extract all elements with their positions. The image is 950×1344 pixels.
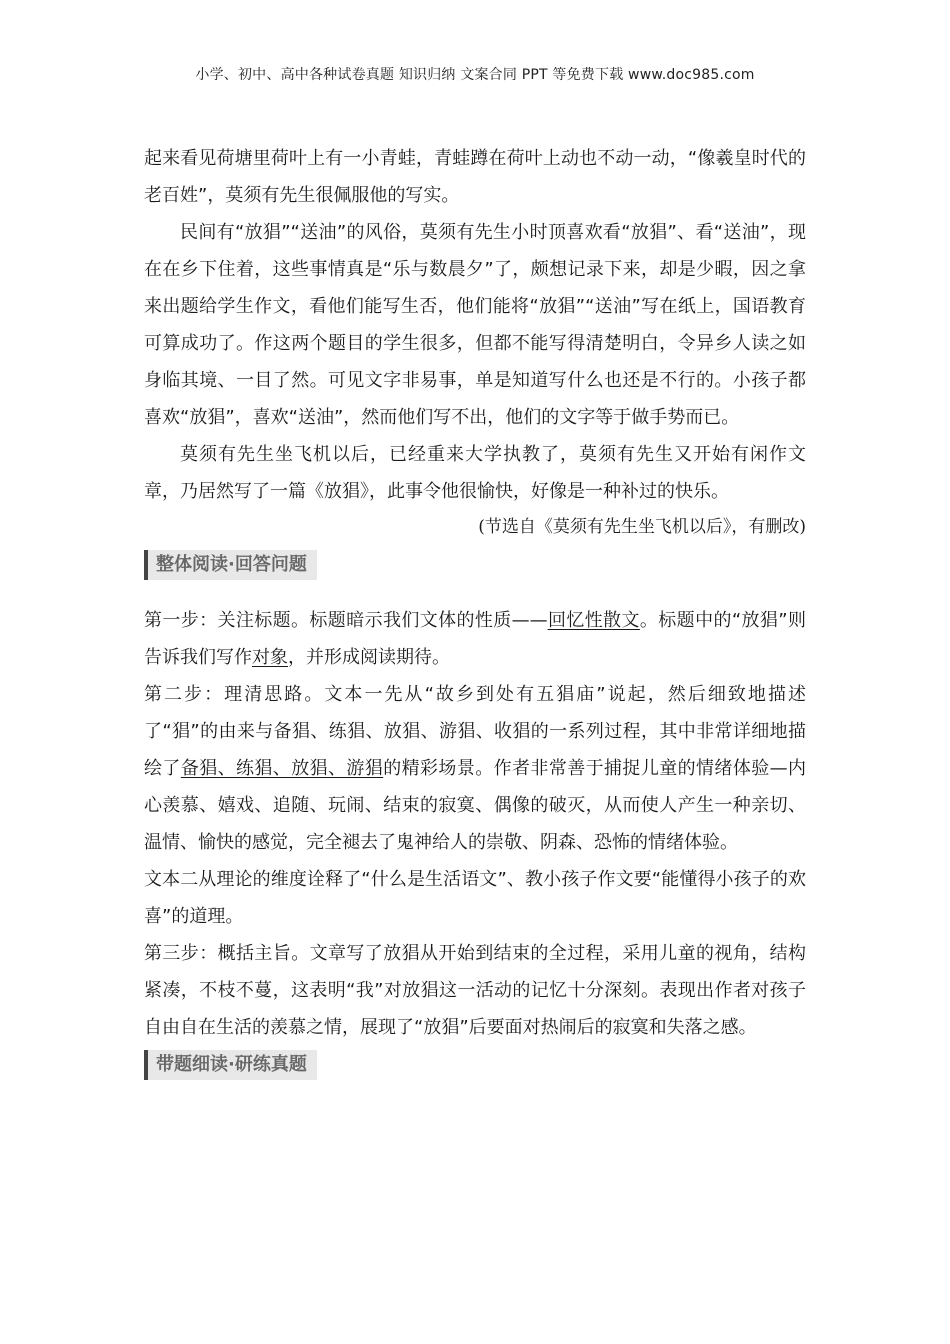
step-one-text-a: 第一步：关注标题。标题暗示我们文体的性质—— [144, 610, 548, 631]
step-one-text-c: ，并形成阅读期待。 [288, 647, 450, 668]
passage-paragraph-1: 起来看见荷塘里荷叶上有一小青蛙，青蛙蹲在荷叶上动也不动一动，“像羲皇时代的老百姓”，莫须有先生很佩服他的写实。 [144, 148, 806, 206]
step-two-underline-scenes: 备猖、练猖、放猖、游猖 [180, 758, 384, 779]
section-heading-overall-reading: 整体阅读·回答问题 [144, 550, 317, 580]
passage-paragraph-2: 民间有“放猖”“送油”的风俗，莫须有先生小时顶喜欢看“放猖”、看“送油”，现在在乡下住着，这些事情真是“乐与数晨夕”了，颇想记录下来，却是少暇，因之拿来出题给学生作文，看他们能写生否，他们能将“放猖”“送油”写在纸上，国语教育可算成功了。作这两个题目的学生很多，但都不能写得清楚明白，令异乡人读之如身临其境、一目了然。可见文字非易事，单是知道写什么也还是不行的。小孩子都喜欢“放猖”，喜欢“送油”，然而他们写不出，他们的文字等于做手势而已。 [144, 222, 806, 428]
step-two-text-a: 第二步：理清思路。文本一先从“故乡到处有五猖庙”说起，然后细致地描述了“猖”的由来与备猖、练猖、放猖、游猖、收猖的一系列过程，其中非常详细地描绘了 [144, 684, 806, 779]
step-one [144, 602, 806, 676]
step-two [144, 676, 806, 861]
step-two-text-b: 的精彩场景。作者非常善于捕捉儿童的情绪体验—内心羡慕、嬉戏、追随、玩闹、结束的寂寞、偶像的破灭，从而使人产生一种亲切、温情、愉快的感觉，完全褪去了鬼神给人的崇敬、阴森、恐怖的情绪体验。 [144, 758, 807, 853]
step-two-text-two: 文本二从理论的维度诠释了“什么是生活语文”、教小孩子作文要“能懂得小孩子的欢喜”的道理。 [144, 869, 806, 927]
passage-source: (节选自《莫须有先生坐飞机以后》，有删改) [478, 517, 806, 537]
step-one-underline-genre: 回忆性散文 [547, 610, 640, 631]
section-heading-detailed-reading: 带题细读·研练真题 [144, 1050, 317, 1080]
step-one-text-b: 。标题中的“放猖”则告诉我们写作 [144, 610, 807, 668]
step-one-underline-object: 对象 [252, 647, 288, 668]
document-body [144, 140, 806, 1094]
page-header: 小学、初中、高中各种试卷真题 知识归纳 文案合同 PPT 等免费下载 www.doc985.com [195, 67, 755, 83]
step-three: 第三步：概括主旨。文章写了放猖从开始到结束的全过程，采用儿童的视角，结构紧凑，不枝不蔓，这表明“我”对放猖这一活动的记忆十分深刻。表现出作者对孩子自由自在生活的羡慕之情，展现了“放猖”后要面对热闹后的寂寞和失落之感。 [144, 943, 806, 1038]
passage-paragraph-3: 莫须有先生坐飞机以后，已经重来大学执教了，莫须有先生又开始有闲作文章，乃居然写了一篇《放猖》，此事令他很愉快，好像是一种补过的快乐。 [144, 444, 806, 502]
